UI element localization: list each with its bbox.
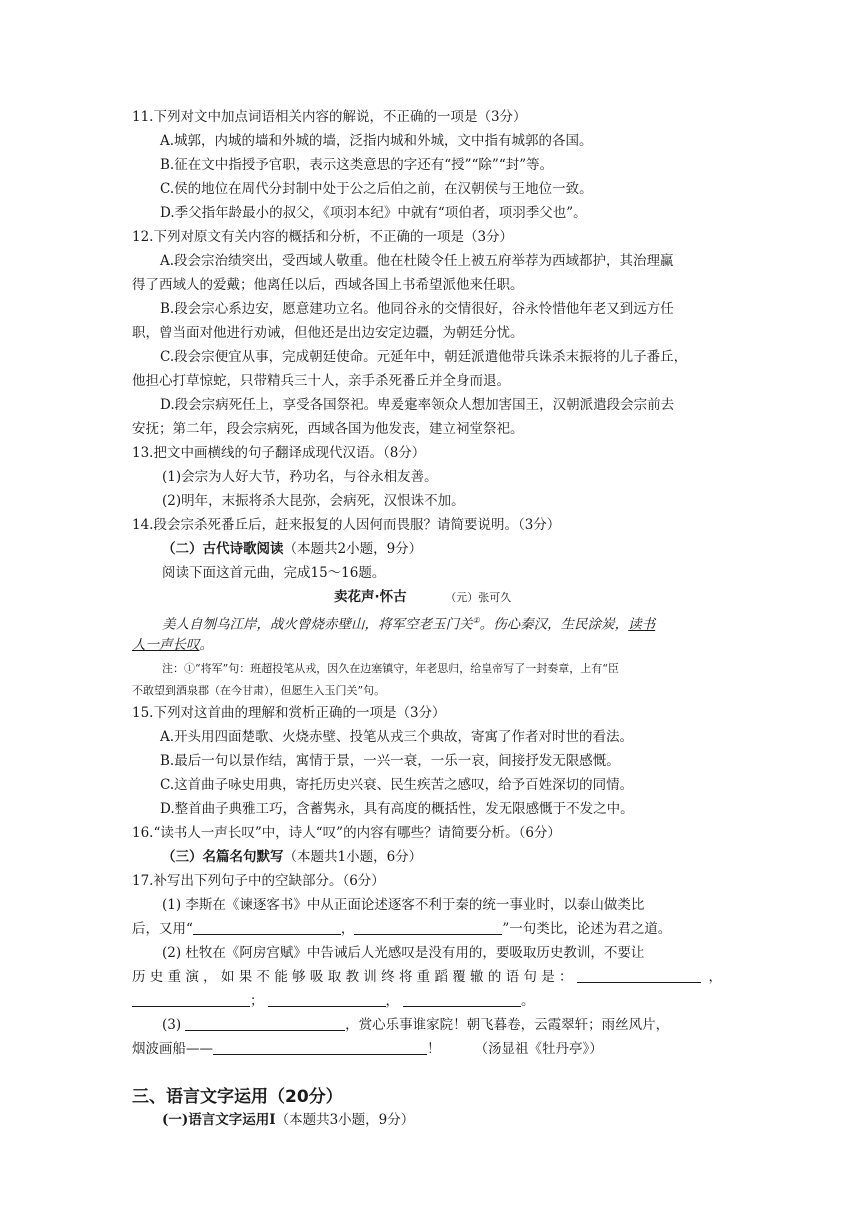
- poem-note-line-1: 注：①“将军”句：班超投笔从戎，因久在边塞镇守，年老思归，给皇帝写了一封奏章，上有“臣: [162, 662, 619, 675]
- q17-blank-1[interactable]: [193, 920, 341, 935]
- q14-stem: 14.段会宗杀死番丘后，赶来报复的人因何而畏服？请简要说明。（3分）: [132, 517, 561, 533]
- poem-note-line-2: 不敢望到酒泉郡（在今甘肃），但愿生入玉门关”句。: [132, 684, 386, 697]
- q17-part2-sep2: ，: [385, 993, 399, 1009]
- q11-option-b: B.征在文中指授予官职，表示这类意思的字还有“授”“除”“封”等。: [160, 157, 554, 173]
- q17-part2-comma: ，: [708, 969, 722, 985]
- q15-stem: 15.下列对这首曲的理解和赏析正确的一项是（3分）: [132, 705, 446, 721]
- q17-part3-line2-post: ！: [427, 1041, 441, 1057]
- q15-option-b: B.最后一句以景作结，寓情于景，一兴一衰，一乐一哀，间接抒发无限感慨。: [160, 753, 620, 769]
- q17-part2-end: 。: [521, 993, 535, 1009]
- q17-part2-sep1: ；: [250, 993, 264, 1009]
- part3-subheading: [162, 1110, 414, 1130]
- q17-blank-7[interactable]: [185, 1016, 345, 1031]
- poem-line-1-underlined: 读书: [628, 616, 656, 633]
- q17-blank-2[interactable]: [354, 920, 502, 935]
- q17-part1-post: ”一句类比，论述为君之道。: [502, 921, 672, 937]
- poem-line-2: [132, 635, 213, 655]
- q17-part3-pre: (3): [162, 1017, 182, 1033]
- q17-part2-pre: 历 史 重 演 ， 如 果 不 能 够 吸 取 教 训 终 将 重 蹈 覆 辙 的 语 句 是 ：: [132, 969, 573, 985]
- q12-option-c-line1: C.段会宗便宜从事，完成朝廷使命。元延年中，朝廷派遣他带兵诛杀末振将的儿子番丘，: [160, 349, 688, 365]
- poem-author: （元）张可久: [445, 591, 512, 604]
- q12-option-b-line2: 职，曾当面对他进行劝诫，但他还是出边安定边疆，为朝廷分忧。: [132, 325, 524, 341]
- q12-option-a-line1: A.段会宗治绩突出，受西域人敬重。他在杜陵令任上被五府举荐为西域都护，其治理赢: [160, 253, 674, 269]
- q17-part2-line2: [132, 967, 722, 987]
- q17-blank-6[interactable]: [403, 992, 521, 1007]
- poem-footnote-mark: ①: [472, 616, 480, 625]
- q17-part3-line2-pre: 烟波画船——: [132, 1041, 213, 1057]
- poem-line-1-part-a: 美人自刎乌江岸，战火曾烧赤壁山，将军空老玉门关: [162, 616, 473, 633]
- q17-part3-post: ，赏心乐事谁家院！朝飞暮卷，云霞翠轩；雨丝风片，: [345, 1017, 670, 1033]
- q17-part1-line2: [132, 919, 671, 939]
- q17-part3-line1: [162, 1015, 669, 1035]
- q11-stem: 11.下列对文中加点词语相关内容的解说，不正确的一项是（3分）: [132, 109, 527, 125]
- q17-part1-mid: ，: [340, 921, 355, 937]
- poem-title-line: [334, 587, 511, 608]
- q12-option-d-line1: D.段会宗病死任上，享受各国祭祀。卑爰疐率领众人想加害国王，汉朝派遣段会宗前去: [160, 397, 675, 413]
- section-poetry-title: （二）古代诗歌阅读: [162, 541, 284, 557]
- q13-sentence-1: (1)会宗为人好大节，矜功名，与谷永相友善。: [162, 469, 438, 485]
- section-recitation-title: （三）名篇名句默写: [162, 849, 284, 865]
- q12-stem: 12.下列对原文有关内容的概括和分析，不正确的一项是（3分）: [132, 229, 514, 245]
- q11-option-a: A.城郭，内城的墙和外城的墙，泛指内城和外城，文中指有城郭的各国。: [160, 133, 593, 149]
- poetry-intro: 阅读下面这首元曲，完成15～16题。: [162, 565, 386, 581]
- q12-option-b-line1: B.段会宗心系边安，愿意建功立名。他同谷永的交情很好，谷永怜惜他年老又到远方任: [160, 301, 674, 317]
- poem-line-2-end: 。: [199, 637, 213, 653]
- q16-stem: 16.“读书人一声长叹”中，诗人“叹”的内容有哪些？请简要分析。（6分）: [132, 825, 561, 841]
- q13-stem: 13.把文中画横线的句子翻译成现代汉语。（8分）: [132, 445, 426, 461]
- q15-option-c: C.这首曲子咏史用典，寄托历史兴衰、民生疾苦之感叹，给予百姓深切的同情。: [160, 777, 634, 793]
- q17-blank-5[interactable]: [268, 992, 386, 1007]
- q17-part2-line3: [132, 991, 535, 1011]
- section-recitation-heading: [162, 847, 422, 867]
- q17-part1-line1: (1) 李斯在《谏逐客书》中从正面论述逐客不利于秦的统一事业时，以泰山做类比: [162, 897, 645, 913]
- part3-sub-note: （本题共3小题，9分）: [275, 1112, 415, 1128]
- q11-option-d: D.季父指年龄最小的叔父，《项羽本纪》中就有“项伯者，项羽季父也”。: [160, 205, 587, 221]
- section-recitation-note: （本题共1小题，6分）: [283, 849, 423, 865]
- q12-option-d-line2: 安抚；第二年，段会宗病死，西域各国为他发丧，建立祠堂祭祀。: [132, 421, 524, 437]
- q17-part3-line2: [132, 1039, 603, 1059]
- q17-part3-source: （汤显祖《牡丹亭》）: [474, 1041, 603, 1057]
- q17-blank-3[interactable]: [577, 968, 701, 983]
- q15-option-a: A.开头用四面楚歌、火烧赤壁、投笔从戎三个典故，寄寓了作者对时世的看法。: [160, 729, 634, 745]
- q12-option-c-line2: 他担心打草惊蛇，只带精兵三十人，亲手杀死番丘并全身而退。: [132, 373, 510, 389]
- q12-option-a-line2: 得了西域人的爱戴；他离任以后，西域各国上书希望派他来任职。: [132, 277, 524, 293]
- q17-part1-pre: 后，又用“: [132, 921, 193, 937]
- q15-option-d: D.整首曲子典雅工巧，含蓄隽永，具有高度的概括性，发无限感慨于不发之中。: [160, 801, 634, 817]
- poem-line-1: [162, 611, 655, 635]
- part3-heading: 三、语言文字运用（20分）: [132, 1087, 343, 1107]
- poem-line-1-part-b: 。伤心秦汉，生民涂炭，: [479, 616, 629, 633]
- q17-blank-8[interactable]: [213, 1040, 427, 1055]
- q17-part2-line1: (2) 杜牧在《阿房宫赋》中告诫后人光感叹是没有用的，要吸取历史教训，不要让: [162, 945, 645, 961]
- section-poetry-note: （本题共2小题，9分）: [283, 541, 423, 557]
- poem-line-2-underlined: 人一声长叹: [132, 637, 200, 653]
- poem-title: 卖花声·怀古: [334, 589, 407, 605]
- q13-sentence-2: (2)明年，末振将杀大昆弥，会病死，汉恨诛不加。: [162, 493, 465, 509]
- part3-sub-title: (一)语言文字运用Ⅰ: [162, 1112, 276, 1128]
- q17-blank-4[interactable]: [132, 992, 250, 1007]
- section-poetry-heading: [162, 539, 422, 559]
- q11-option-c: C.侯的地位在周代分封制中处于公之后伯之前，在汉朝侯与王地位一致。: [160, 181, 593, 197]
- q17-stem: 17.补写出下列句子中的空缺部分。（6分）: [132, 873, 385, 889]
